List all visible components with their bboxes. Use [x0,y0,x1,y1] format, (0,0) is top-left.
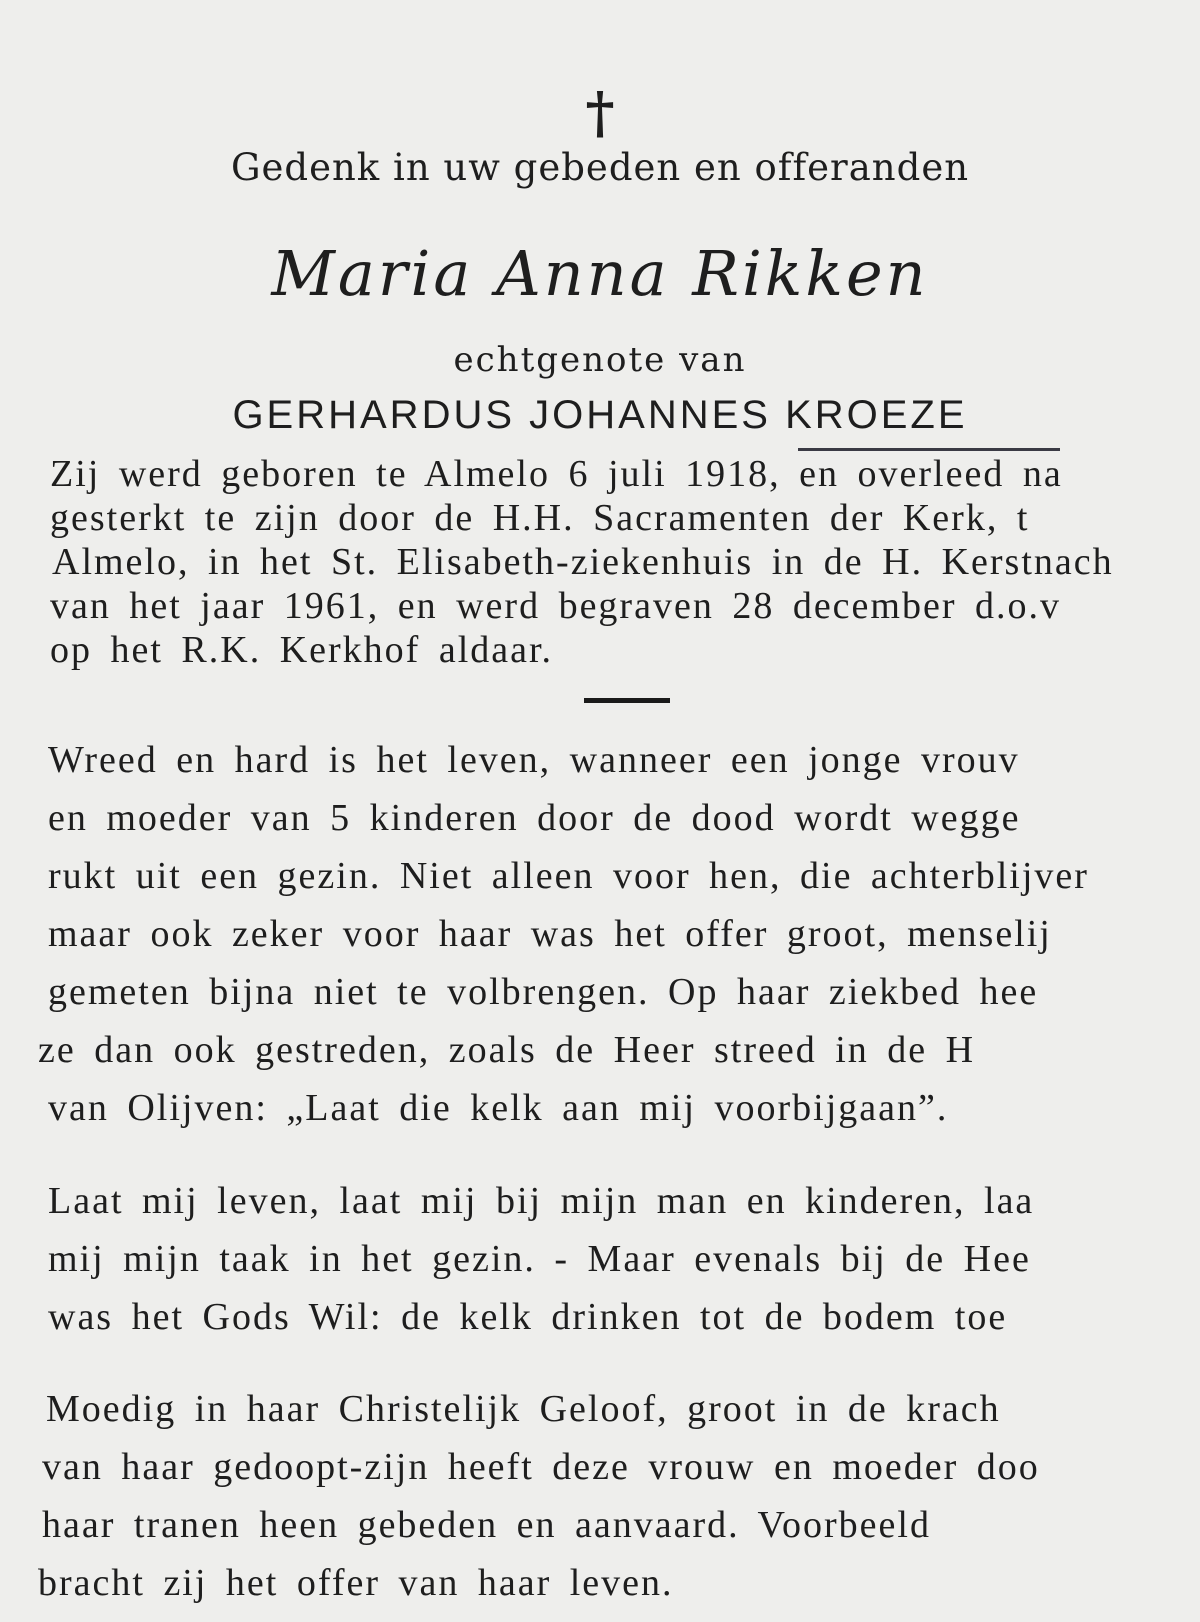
text-line: bracht zij het offer van haar leven. [38,1562,674,1604]
paragraph-3 [0,1380,1200,1612]
bio-line: Zij werd geboren te Almelo 6 juli 1918, en overleed na [50,453,1063,495]
text-line: gemeten bijna niet te volbrengen. Op haar ziekbed hee [48,971,1039,1013]
text-line: was het Gods Wil: de kelk drinken tot de bodem toe [48,1296,1008,1338]
header-line: Gedenk in uw gebeden en offeranden [230,146,970,189]
deceased-name: Maria Anna Rikken [271,237,929,310]
text-line: Laat mij leven, laat mij bij mijn man en kinderen, laa [48,1180,1035,1222]
bio-line: op het R.K. Kerkhof aldaar. [50,629,554,671]
paragraph-2 [0,1172,1200,1346]
paragraph-1 [0,731,1200,1137]
biography-paragraph [50,452,1200,672]
text-line: van haar gedoopt-zijn heeft deze vrouw en moeder doo [42,1446,1040,1488]
divider-line [584,698,670,703]
text-line: Moedig in haar Christelijk Geloof, groot in de krach [46,1388,1001,1430]
text-line: en moeder van 5 kinderen door de dood wordt wegge [48,797,1021,839]
bio-line: van het jaar 1961, en werd begraven 28 december d.o.v [50,585,1061,627]
bio-line: gesterkt te zijn door de H.H. Sacramenten der Kerk, t [50,497,1030,539]
bio-line: Almelo, in het St. Elisabeth-ziekenhuis in de H. Kerstnach [52,541,1114,583]
text-line: haar tranen heen gebeden en aanvaard. Voorbeeld [42,1504,931,1546]
spouse-name: GERHARDUS JOHANNES KROEZE [232,393,968,437]
spouse-label: echtgenote van [453,340,747,380]
text-line: ze dan ook gestreden, zoals de Heer streed in de H [38,1029,976,1071]
text-line: rukt uit een gezin. Niet alleen voor hen, die achterblijver [48,855,1089,897]
cross-icon: † [585,80,615,146]
text-line: van Olijven: „Laat die kelk aan mij voorbijgaan”. [48,1087,949,1129]
text-line: maar ook zeker voor haar was het offer groot, menselij [48,913,1052,955]
date-overline [798,448,1060,451]
text-line: Wreed en hard is het leven, wanneer een jonge vrouv [48,739,1020,781]
text-line: mij mijn taak in het gezin. - Maar evenals bij de Hee [48,1238,1031,1280]
